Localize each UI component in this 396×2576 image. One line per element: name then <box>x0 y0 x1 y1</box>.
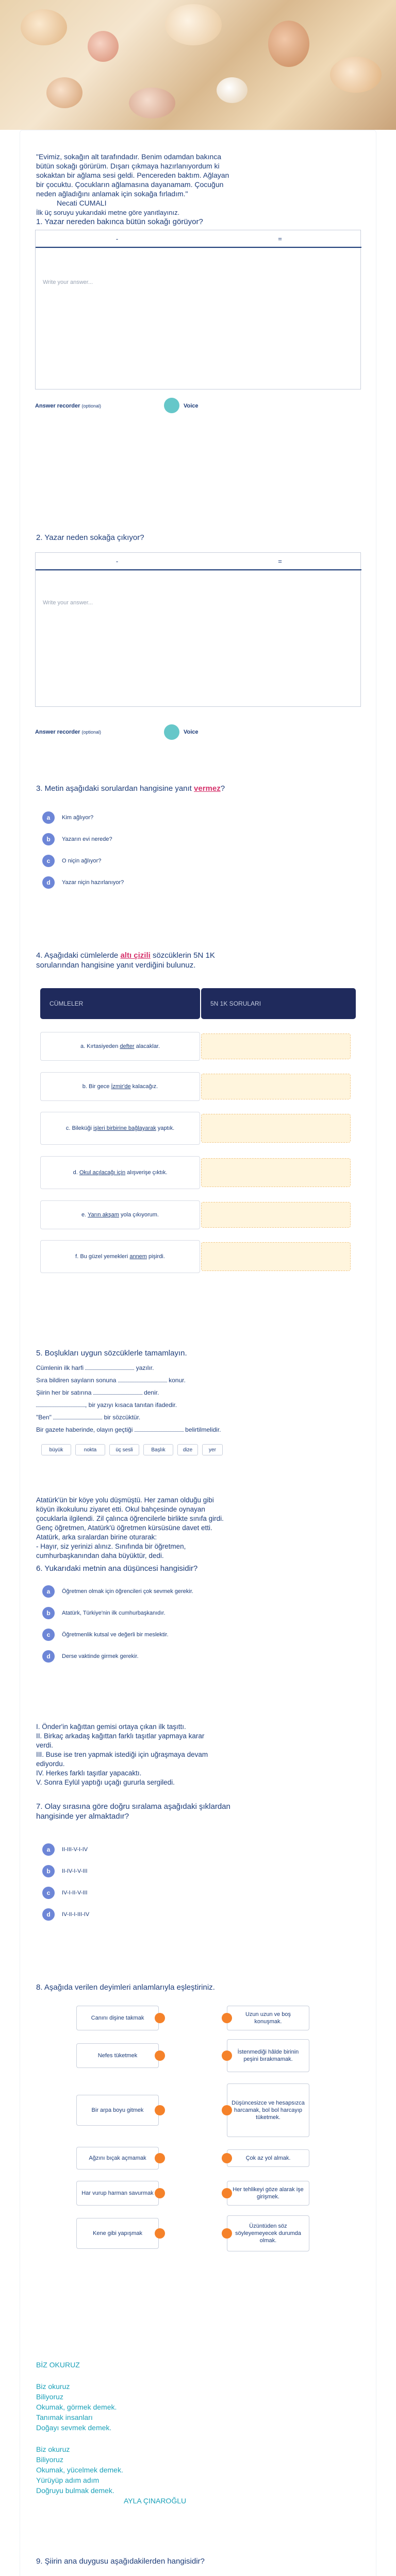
q5-chip-2[interactable]: nokta <box>75 1444 105 1455</box>
q4-header-5n1k: 5N 1K SORULARI <box>201 988 356 1019</box>
q4-sentence-b[interactable]: b. Bir gece İzmir'de kalacağız. <box>40 1072 200 1101</box>
q4-sentence-e[interactable]: e. Yarın akşam yola çıkıyorum. <box>40 1200 200 1229</box>
intro-text: İlk üç soruyu yukarıdaki metne göre yanıtlayınız. <box>36 209 180 216</box>
q4-answer-dropzone-c[interactable] <box>201 1114 351 1143</box>
passage1-author: Necati CUMALI <box>57 199 107 207</box>
q8-meaning-3[interactable]: Düşüncesizce ve hesapsızca harcamak, bol bol harcayıp tüketmek. <box>227 2083 309 2137</box>
question-1-table <box>35 230 361 389</box>
q8-left-connector-6[interactable] <box>155 2228 165 2239</box>
question-2-answer-input[interactable] <box>36 570 360 706</box>
option-letter-badge: a <box>42 1585 55 1598</box>
question-6-title: 6. Yukarıdaki metnin ana düşüncesi hangisidir? <box>36 1564 198 1573</box>
q5-chip-4[interactable]: Başlık <box>143 1444 173 1455</box>
q8-meaning-5[interactable]: Her tehlikeyi göze alarak işe girişmek. <box>227 2181 309 2206</box>
q5-blank-3[interactable] <box>93 1394 142 1395</box>
q4-answer-dropzone-a[interactable] <box>201 1033 351 1059</box>
q4-answer-dropzone-e[interactable] <box>201 1202 351 1228</box>
q8-idiom-4[interactable]: Ağzını bıçak açmamak <box>76 2147 159 2170</box>
q1-recorder-label: Answer recorder (optional) <box>35 403 102 409</box>
q7-option-b[interactable]: b II-IV-I-V-III <box>42 1865 88 1877</box>
option-letter-badge: b <box>42 1865 55 1877</box>
q3-option-b[interactable]: b Yazarın evi nerede? <box>42 833 112 845</box>
q8-idiom-6[interactable]: Kene gibi yapışmak <box>76 2218 159 2249</box>
option-letter-badge: d <box>42 1908 55 1921</box>
q2-recorder-label: Answer recorder (optional) <box>35 729 102 735</box>
q5-chip-1[interactable]: büyük <box>41 1444 71 1455</box>
q7-option-c[interactable]: c IV-I-II-V-III <box>42 1887 88 1899</box>
q5-fill-in-lines: Cümlenin ilk harfi yazılır. Sıra bildiren sayıların sonuna konur. Şiirin her bir satırına denir. , bir yazıyı kısaca tanıtan ifadedir. "Ben" bir sözcüktür. Bir gazete haberinde, olayın geçtiği belirtilmelidir. <box>36 1364 221 1433</box>
q8-right-connector-1[interactable] <box>222 2013 232 2023</box>
question-8-title: 8. Aşağıda verilen deyimleri anlamlarıyla eşleştiriniz. <box>36 1983 215 1992</box>
option-letter-badge: d <box>42 876 55 889</box>
option-letter-badge: c <box>42 1629 55 1641</box>
q8-meaning-2[interactable]: İstenmediği hâlde birinin peşini bırakmamak. <box>227 2039 309 2072</box>
q3-option-a[interactable]: a Kim ağlıyor? <box>42 811 93 824</box>
q5-chip-3[interactable]: üç sesli <box>109 1444 139 1455</box>
q8-meaning-4[interactable]: Çok az yol almak. <box>227 2149 309 2167</box>
question-2-table <box>35 552 361 707</box>
q4-answer-dropzone-f[interactable] <box>201 1242 351 1271</box>
q8-left-connector-1[interactable] <box>155 2013 165 2023</box>
q1-microphone-button[interactable] <box>164 398 179 413</box>
header-image-shells <box>0 0 396 130</box>
option-letter-badge: b <box>42 1607 55 1619</box>
q8-left-connector-3[interactable] <box>155 2105 165 2115</box>
q1-col-header-1: - <box>36 230 199 248</box>
q1-voice-label: Voice <box>184 403 199 409</box>
q2-placeholder: Write your answer... <box>43 600 93 606</box>
q8-idiom-2[interactable]: Nefes tüketmek <box>76 2043 159 2068</box>
q1-placeholder: Write your answer... <box>43 279 93 285</box>
q2-voice-label: Voice <box>184 729 199 735</box>
q7-option-a[interactable]: a II-III-V-I-IV <box>42 1843 88 1856</box>
q8-idiom-3[interactable]: Bir arpa boyu gitmek <box>76 2095 159 2126</box>
q8-left-connector-4[interactable] <box>155 2153 165 2163</box>
q5-blank-4[interactable] <box>36 1406 85 1407</box>
option-letter-badge: a <box>42 811 55 824</box>
q2-col-header-2: = <box>199 553 361 570</box>
q2-microphone-button[interactable] <box>164 724 179 740</box>
q4-header-sentences: CÜMLELER <box>40 988 200 1019</box>
q8-left-connector-2[interactable] <box>155 2050 165 2061</box>
question-9-title: 9. Şiirin ana duygusu aşağıdakilerden hangisidir? <box>36 2557 205 2566</box>
q2-col-header-1: - <box>36 553 199 570</box>
question-3-title: 3. Metin aşağıdaki sorulardan hangisine yanıt vermez? <box>36 784 225 793</box>
question-1-answer-input[interactable] <box>36 248 360 389</box>
event-sequence-list: I. Önder'in kağıttan gemisi ortaya çıkan ilk taşıttı. II. Birkaç arkadaş kağıttan farklı taşıtlar yapmaya karar verdi. III. Buse ise tren yapmak istediği için uğraşmaya devam ediyordu. IV. Herkes farklı taşıtlar yapacaktı. V. Sonra Eylül yaptığı uçağı gururla sergiledi. <box>36 1723 208 1786</box>
q6-option-c[interactable]: c Öğretmenlik kutsal ve değerli bir meslektir. <box>42 1629 169 1641</box>
q8-idiom-5[interactable]: Har vurup harman savurmak <box>76 2181 159 2206</box>
option-letter-badge: d <box>42 1650 55 1663</box>
q3-option-d[interactable]: d Yazar niçin hazırlanıyor? <box>42 876 124 889</box>
q8-idiom-1[interactable]: Canını dişine takmak <box>76 2006 159 2030</box>
q4-sentence-d[interactable]: d. Okul açılacağı için alışverişe çıktık. <box>40 1156 200 1189</box>
reading-passage-2: Atatürk'ün bir köye yolu düşmüştü. Her zaman olduğu gibi köyün ilkokulunu ziyaret etti. Okul bahçesinde oynayan çocuklarla ilgilendi. Zil çalınca öğrencilerle birlikte sınıfa girdi. Genç öğretmen, Atatürk'ü öğretmen kürsüsüne davet etti. Atatürk, arka sıralardan birine oturarak: - Hayır, siz yerinizi alınız. Sınıfında bir öğretmen, cumhurbaşkanından daha büyüktür, dedi. <box>36 1496 224 1560</box>
question-1-title: 1. Yazar nereden bakınca bütün sokağı görüyor? <box>36 217 203 226</box>
q5-chip-5[interactable]: dize <box>177 1444 198 1455</box>
q7-option-d[interactable]: d IV-II-I-III-IV <box>42 1908 89 1921</box>
q8-right-connector-3[interactable] <box>222 2105 232 2115</box>
q5-blank-1[interactable] <box>85 1369 134 1370</box>
option-letter-badge: a <box>42 1843 55 1856</box>
q5-chip-6[interactable]: yer <box>202 1444 223 1455</box>
q4-sentence-c[interactable]: c. Bileküği işleri birbirine bağlayarak yaptık. <box>40 1112 200 1145</box>
q8-right-connector-5[interactable] <box>222 2188 232 2198</box>
poem-title: BİZ OKURUZ <box>36 2361 80 2369</box>
q4-answer-dropzone-b[interactable] <box>201 1074 351 1099</box>
q6-option-a[interactable]: a Öğretmen olmak için öğrencileri çok sevmek gerekir. <box>42 1585 193 1598</box>
q5-blank-6[interactable] <box>135 1431 184 1432</box>
q4-sentence-f[interactable]: f. Bu güzel yemekleri annem pişirdi. <box>40 1240 200 1273</box>
q8-right-connector-6[interactable] <box>222 2228 232 2239</box>
q8-right-connector-4[interactable] <box>222 2153 232 2163</box>
q8-meaning-1[interactable]: Uzun uzun ve boş konuşmak. <box>227 2006 309 2030</box>
q4-answer-dropzone-d[interactable] <box>201 1158 351 1187</box>
q6-option-b[interactable]: b Atatürk, Türkiye'nin ilk cumhurbaşkanıdır. <box>42 1607 166 1619</box>
question-4-title: 4. Aşağıdaki cümlelerde altı çizili sözcüklerin 5N 1K sorularından hangisine yanıt verdiğini bulunuz. <box>36 951 215 970</box>
question-7-title: 7. Olay sırasına göre doğru sıralama aşağıdaki şıklardan hangisinde yer almaktadır? <box>36 1802 230 1821</box>
q3-option-c[interactable]: c O niçin ağlıyor? <box>42 855 101 867</box>
option-letter-badge: b <box>42 833 55 845</box>
q4-sentence-a[interactable]: a. Kırtasiyeden defter alacaklar. <box>40 1032 200 1061</box>
poem: BİZ OKURUZ Biz okuruz Biliyoruz Okumak, görmek demek. Tanımak insanları Doğayı sevmek demek. Biz okuruz Biliyoruz Okumak, yücelmek demek. Yürüyüp adım adım Doğruyu bulmak demek. AYLA ÇINAROĞLU <box>36 2360 242 2506</box>
q8-right-connector-2[interactable] <box>222 2050 232 2061</box>
option-letter-badge: c <box>42 855 55 867</box>
q1-col-header-2: = <box>199 230 361 248</box>
question-5-title: 5. Boşlukları uygun sözcüklerle tamamlayın. <box>36 1349 187 1358</box>
poem-author: AYLA ÇINAROĞLU <box>124 2497 187 2505</box>
q8-meaning-6[interactable]: Üzüntüden söz söyleyemeyecek durumda olmak. <box>227 2215 309 2251</box>
question-2-title: 2. Yazar neden sokağa çıkıyor? <box>36 533 144 542</box>
option-letter-badge: c <box>42 1887 55 1899</box>
q8-left-connector-5[interactable] <box>155 2188 165 2198</box>
q6-option-d[interactable]: d Derse vaktinde girmek gerekir. <box>42 1650 139 1663</box>
reading-passage-1: "Evimiz, sokağın alt tarafındadır. Benim odamdan bakınca bütün sokağı görürüm. Dışarı çıkmaya hazırlanıyordum ki sokaktan bir ağlama sesi geldi. Pencereden baktım. Ağlayan bir çocuktu. Çocukların ağlamasına dayanamam. Çocuğun neden ağladığını anlamak için sokağa fırladım." Necati CUMALI <box>36 152 366 208</box>
